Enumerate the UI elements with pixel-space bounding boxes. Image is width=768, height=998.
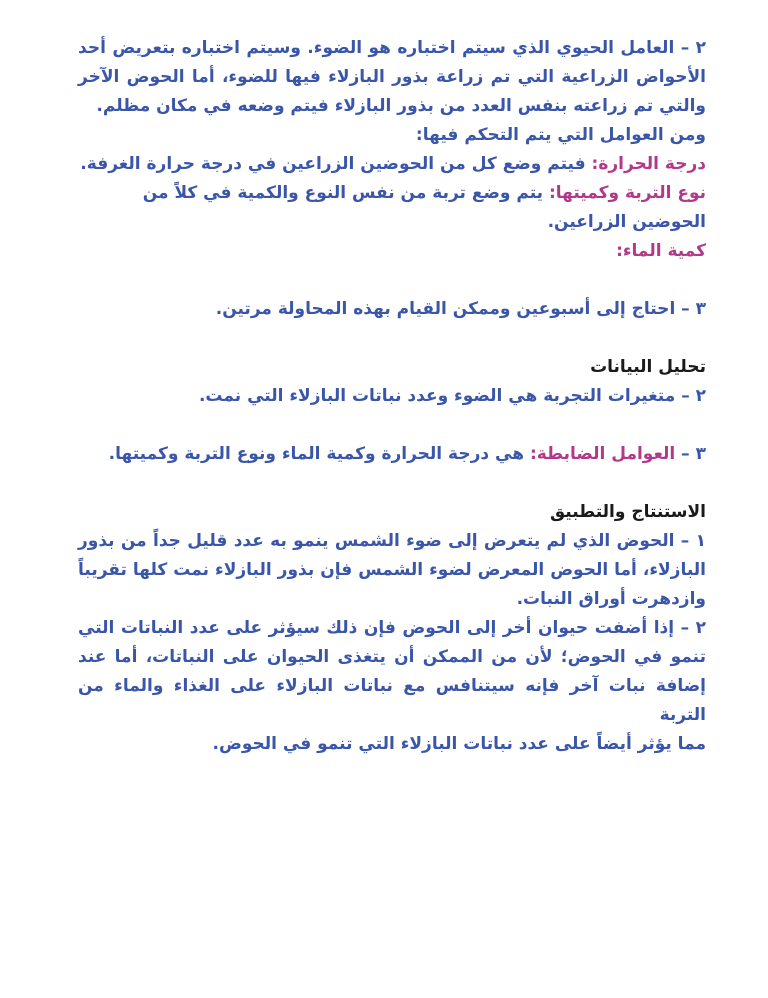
control-factors-text: هي درجة الحرارة وكمية الماء ونوع التربة وكميتها. — [108, 444, 530, 464]
temperature-label: درجة الحرارة: — [591, 154, 706, 174]
temperature-row — [78, 150, 706, 179]
text-line: وازدهرت أوراق النبات. — [516, 589, 706, 609]
analysis-heading: تحليل البيانات — [590, 357, 706, 377]
conclusion-item-2 — [78, 614, 706, 759]
soil-row — [78, 179, 706, 208]
analysis-item-2: ٢ – متغيرات التجربة هي الضوء وعدد نباتات البازلاء التي نمت. — [198, 386, 706, 406]
procedure-item-2 — [78, 34, 706, 121]
conclusion-heading: الاستنتاج والتطبيق — [549, 502, 706, 522]
soil-text-continued: الحوضين الزراعين. — [547, 212, 706, 232]
text-line: ١ – الحوض الذي لم يتعرض إلى ضوء الشمس ينمو به عدد قليل جداً من بذور — [78, 531, 706, 551]
temperature-text: فيتم وضع كل من الحوضين الزراعين في درجة حرارة الغرفة. — [80, 154, 592, 174]
spacer — [78, 324, 706, 353]
text-line: تنمو في الحوض؛ لأن من الممكن أن يتغذى الحيوان على النباتات، أما عند — [78, 647, 706, 667]
soil-label: نوع التربة وكميتها: — [548, 183, 706, 203]
analysis-item-3-number: ٣ – — [675, 444, 706, 464]
text-line: مما يؤثر أيضاً على عدد نباتات البازلاء التي تنمو في الحوض. — [212, 734, 706, 754]
conclusion-item-1 — [78, 527, 706, 614]
spacer — [78, 266, 706, 295]
spacer — [78, 411, 706, 440]
controlled-factors-intro: ومن العوامل التي يتم التحكم فيها: — [415, 125, 706, 145]
water-label: كمية الماء: — [616, 241, 706, 261]
spacer — [78, 469, 706, 498]
soil-text: يتم وضع تربة من نفس النوع والكمية في كلاً من — [142, 183, 549, 203]
text-line: الأحواض الزراعية التي تم زراعة بذور البازلاء فيها للضوء، أما الحوض الآخر — [78, 67, 706, 87]
text-line: ٢ – العامل الحيوي الذي سيتم اختباره هو الضوء. وسيتم اختباره بتعريض أحد — [78, 38, 706, 58]
control-factors-label: العوامل الضابطة: — [529, 444, 676, 464]
text-line: البازلاء، أما الحوض المعرض لضوء الشمس فإن بذور البازلاء نمت كلها تقريباً — [78, 560, 706, 580]
text-line: والتي تم زراعته بنفس العدد من بذور البازلاء فيتم وضعه في مكان مظلم. — [96, 96, 706, 116]
document-page — [78, 34, 706, 759]
procedure-item-3: ٣ – احتاج إلى أسبوعين وممكن القيام بهذه المحاولة مرتين. — [215, 299, 706, 319]
text-line: ٢ – إذا أضفت حيوان أخر إلى الحوض فإن ذلك سيؤثر على عدد النباتات التي — [78, 618, 706, 638]
text-line: إضافة نبات آخر فإنه سيتنافس مع نباتات البازلاء على الغذاء والماء من التربة — [78, 676, 706, 725]
analysis-item-3 — [78, 440, 706, 469]
